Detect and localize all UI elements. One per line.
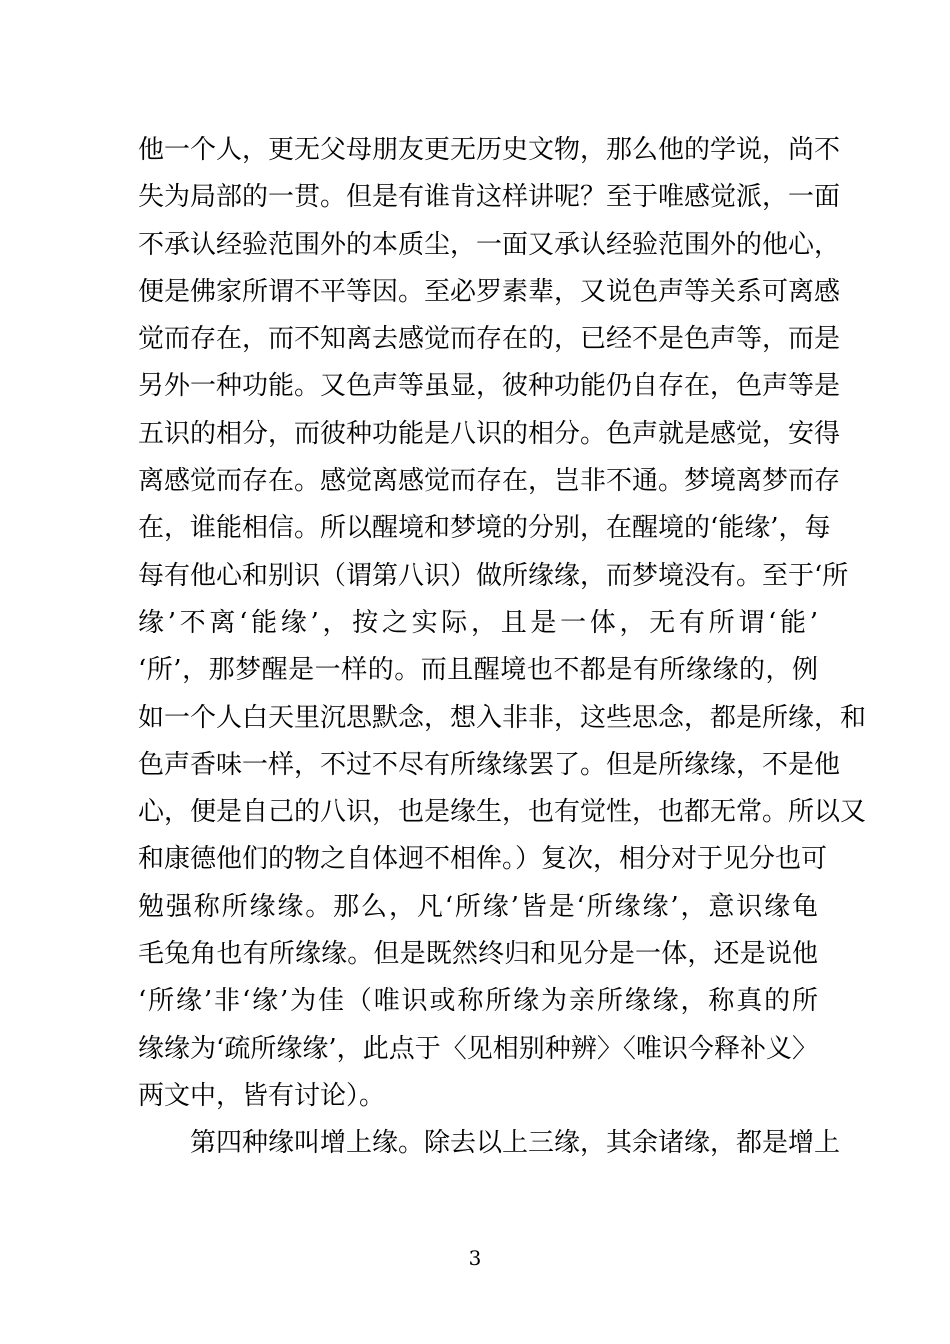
body-text: [138, 127, 867, 1168]
text-line: ‘所’，那梦醒是一样的。而且醒境也不都是有所缘缘的，例: [138, 655, 818, 686]
text-line: 在，谁能相信。所以醒境和梦境的分别，在醒境的‘能缘’，每: [138, 513, 831, 544]
text-line: 每有他心和别识（谓第八识）做所缘缘，而梦境没有。至于‘所: [138, 560, 849, 591]
text-line: 不承认经验范围外的本质尘，一面又承认经验范围外的他心，: [138, 229, 841, 260]
text-line: 如一个人白天里沉思默念，想入非非，这些思念，都是所缘，和: [138, 702, 867, 733]
text-line: 心，便是自己的八识，也是缘生，也有觉性，也都无常。所以又: [138, 797, 867, 828]
text-line: 色声香味一样，不过不尽有所缘缘罢了。但是所缘缘，不是他: [138, 749, 841, 780]
text-line: 勉强称所缘缘。那么，凡‘所缘’皆是‘所缘缘’，意识缘龟: [138, 891, 818, 922]
text-line: 他一个人，更无父母朋友更无历史文物，那么他的学说，尚不: [138, 135, 841, 165]
text-line-paragraph-start: 第四种缘叫增上缘。除去以上三缘，其余诸缘，都是增上: [190, 1128, 841, 1159]
text-line: 离感觉而存在。感觉离感觉而存在，岂非不通。梦境离梦而存: [138, 466, 841, 497]
text-line: 和康德他们的物之自体迥不相侔。）复次，相分对于见分也可: [138, 844, 828, 875]
text-line: 五识的相分，而彼种功能是八识的相分。色声就是感觉，安得: [138, 418, 841, 449]
text-line: ‘所缘’非‘缘’为佳（唯识或称所缘为亲所缘缘，称真的所: [138, 986, 818, 1017]
text-line: 缘缘为‘疏所缘缘’，此点于〈见相别种辨〉〈唯识今释补义〉: [138, 1033, 818, 1064]
text-line-paragraph-end: 两文中，皆有讨论）。: [138, 1080, 386, 1111]
text-line: 另外一种功能。又色声等虽显，彼种功能仍自存在，色声等是: [138, 371, 841, 402]
text-line: 失为局部的一贯。但是有谁肯这样讲呢？至于唯感觉派，一面: [138, 182, 841, 213]
text-line: 毛兔角也有所缘缘。但是既然终归和见分是一体，还是说他: [138, 939, 818, 970]
text-line: 便是佛家所谓不平等因。至必罗素辈，又说色声等关系可离感: [138, 276, 841, 307]
text-line: 缘’不离‘能缘’，按之实际，且是一体，无有所谓‘能’: [138, 607, 818, 638]
page-number: 3: [468, 1246, 482, 1270]
text-line: 觉而存在，而不知离去感觉而存在的，已经不是色声等，而是: [138, 324, 841, 355]
